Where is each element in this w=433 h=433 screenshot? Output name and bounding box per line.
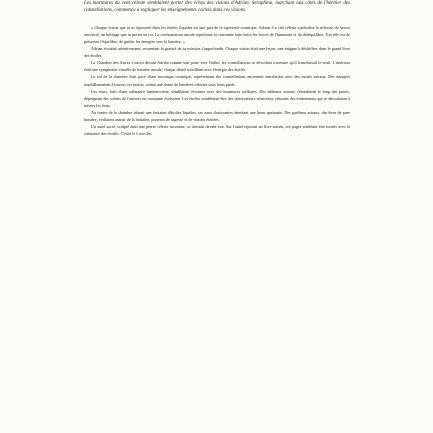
paragraph-1: « Chaque vision que tu as éprouvée dans les étoiles liquides est une part de la tapisserie cosmique, Adrian. La cité céleste symbolise la richesse du savoir ancestral, un héritage que tu portes en toi. La confrontation astrale représente la constante lutte entre les forces de l'harmonie et du déséquilibre. Ton rôle est de préserver l'équilibre, de guider les énergies vers la lumière. » bbox=[84, 24, 350, 44]
paragraph-2: Adrian écoutait attentivement, ressentant la gravité de sa mission s'approfondir. Chaque vision était une leçon, une énigme à déchiffrer dans le grand livre des étoiles. bbox=[84, 46, 350, 59]
paragraph-4: Le sol de la chambre était pavé d'une mosaïque cosmique, représentant des constellations anciennes entrelacées avec des motifs astraux. Des énergies tourbillonnaient à travers ces motifs, créant une danse de lumières célestes sous leurs pieds. bbox=[84, 74, 350, 87]
paragraph-5: Les murs, faits d'une substance luminescente, semblaient résonner avec des murmures stellaires. Des tableaux astraux s'étendaient le long des parois, dépeignant des scènes de l'univers en constante évolution. Les étoiles semblaient être des observateurs silencieux, témoins des événements qui se déroulaient à travers les éons. bbox=[84, 88, 350, 108]
paragraph-3: La Chambre des Astres s'ouvrit devant Adrian comme une porte vers l'infini, les constellations se dévoilant à mesure qu'il franchissait le seuil. L'intérieur était une symphonie visuelle de lumière astrale, chaque détail scintillant avec l'énergie des étoiles. bbox=[84, 60, 350, 73]
paragraph-7: Un autel sacré, sculpté dans une pierre céleste inconnue, se dressait devant eux. Sur l'autel reposait un livre ancien, ses pages semblant être tissées avec la substance des étoiles. C'était le Livre des bbox=[84, 124, 350, 137]
text-column bbox=[84, 0, 350, 137]
top-paragraph: Les murmures du vent céleste semblaient porter des échos des visions d'Adrian. Seraphina, marchant aux côtés de l'héritier des constellations, commença à expliquer les enseignements cachés dans ces visions. bbox=[84, 1, 350, 14]
paragraph-gap bbox=[84, 15, 350, 24]
paragraph-6: Au centre de la chambre trônait une fontaine d'étoiles liquides, ses eaux chatoyantes émettant une lueur apaisante. Des gardiens astraux, des êtres de pure lumière, veillaient autour de la fontaine, porteurs de sagesse et de visions étoilées. bbox=[84, 109, 350, 123]
